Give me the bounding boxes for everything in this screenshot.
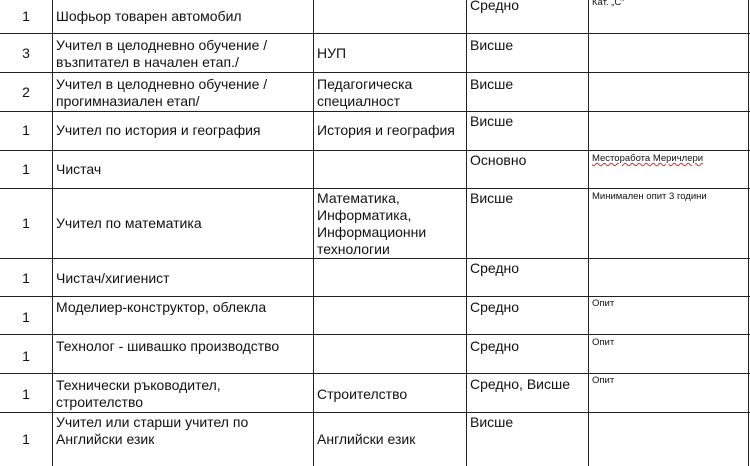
- row-divider: [0, 150, 750, 151]
- row-divider: [0, 373, 750, 374]
- specialty-cell: НУП: [317, 45, 347, 61]
- row-count: 1: [22, 215, 30, 231]
- education-cell: Средно: [470, 338, 520, 354]
- education-cell: Основно: [470, 152, 527, 168]
- specialty-cell: Строителство: [317, 386, 408, 402]
- row-divider: [0, 188, 750, 189]
- position-cell: Учител по история и география: [56, 122, 261, 138]
- row-count: 1: [22, 270, 30, 286]
- position-cell: Моделиер-конструктор, облекла: [56, 299, 267, 315]
- row-divider: [0, 334, 750, 335]
- specialty-cell: Математика, Информатика, Информационни технологии: [317, 190, 427, 257]
- education-cell: Средно, Висше: [470, 376, 571, 392]
- row-count: 1: [22, 161, 30, 177]
- education-cell: Висше: [470, 190, 514, 206]
- row-count: 1: [22, 8, 30, 24]
- education-cell: Висше: [470, 76, 514, 92]
- position-cell: Технолог - шивашко производство: [56, 338, 280, 354]
- specialty-cell: Английски език: [317, 431, 416, 447]
- notes-cell: Опит: [592, 337, 615, 348]
- position-cell: Чистач/хигиенист: [56, 270, 170, 286]
- column-divider: [588, 0, 589, 466]
- position-cell: Учител в целодневно обучение /възпитател в начален етап./: [56, 37, 268, 70]
- row-count: 1: [22, 309, 30, 325]
- position-cell: Учител по математика: [56, 215, 202, 231]
- row-divider: [0, 33, 750, 34]
- position-cell: Шофьор товарен автомобил: [56, 8, 242, 24]
- notes-cell: Минимален опит 3 години: [592, 191, 707, 202]
- column-divider: [748, 0, 749, 466]
- position-cell: Учител или старши учител по Английски език: [56, 414, 249, 447]
- education-cell: Висше: [470, 37, 514, 53]
- row-count: 1: [22, 386, 30, 402]
- specialty-cell: История и география: [317, 122, 455, 138]
- position-cell: Учител в целодневно обучение /прогимназиален етап/: [56, 76, 268, 109]
- education-cell: Висше: [470, 414, 514, 430]
- row-count: 2: [22, 84, 30, 100]
- education-cell: Средно: [470, 299, 520, 315]
- education-cell: Средно: [470, 0, 520, 13]
- education-cell: Средно: [470, 260, 520, 276]
- row-divider: [0, 412, 750, 413]
- row-divider: [0, 111, 750, 112]
- notes-cell: Опит: [592, 298, 615, 309]
- position-cell: Технически ръководител, строителство: [56, 377, 221, 410]
- notes-cell: Кат. „С“: [592, 0, 625, 8]
- row-count: 1: [22, 122, 30, 138]
- specialty-cell: Педагогическа специалност: [317, 76, 413, 109]
- row-divider: [0, 72, 750, 73]
- education-cell: Висше: [470, 113, 514, 129]
- row-divider: [0, 258, 750, 259]
- column-divider: [466, 0, 467, 466]
- position-cell: Чистач: [56, 161, 102, 177]
- notes-cell: Месторабота Меричлери: [592, 153, 704, 164]
- row-count: 3: [22, 45, 30, 61]
- row-count: 1: [22, 431, 30, 447]
- row-divider: [0, 296, 750, 297]
- row-count: 1: [22, 348, 30, 364]
- notes-cell: Опит: [592, 375, 615, 386]
